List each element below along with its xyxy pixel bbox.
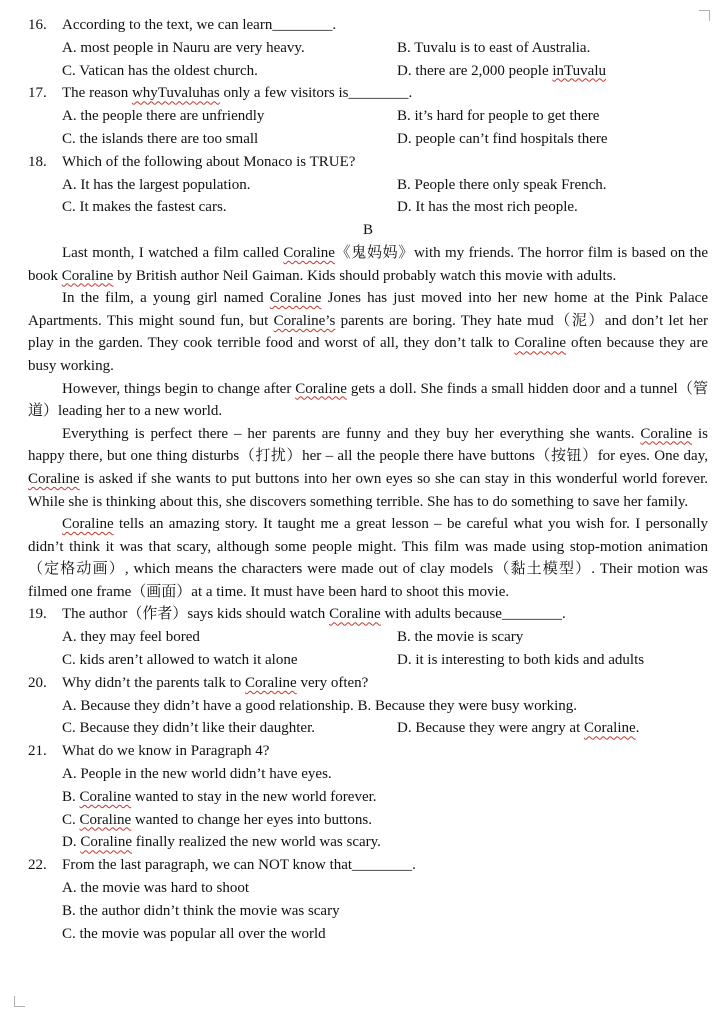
option-c: C. Vatican has the oldest church. <box>62 62 258 79</box>
option-c: C. Because they didn’t like their daughter. <box>62 720 315 737</box>
question-20 <box>28 672 708 695</box>
passage-text: gets a doll. She finds a small hidden door and a tunnel（管道）leading her to a new world. <box>28 380 708 420</box>
question-21 <box>28 740 708 763</box>
spellcheck-word: Coraline <box>269 290 322 307</box>
passage-text: by British author Neil Gaiman. Kids should probably watch this movie with adults. <box>113 267 617 284</box>
punctuation: . <box>332 17 337 33</box>
question-22 <box>28 854 708 877</box>
option-b: B. Because they were busy working. <box>357 697 578 714</box>
option-b: B. People there only speak French. <box>397 176 607 193</box>
question-stem: What do we know in Paragraph 4? <box>62 743 270 760</box>
question-17 <box>28 82 708 105</box>
punctuation: . <box>561 606 566 623</box>
option-a: A. the people there are unfriendly <box>62 108 265 125</box>
passage-text: parents are boring. They hate mud（泥）and don’t let her play in the garden. They cook terrible food and worst of all, they don’t talk to <box>28 312 708 352</box>
question-number: 19. <box>28 606 47 623</box>
options-row <box>28 695 708 718</box>
option-d: D. It has the most rich people. <box>397 199 578 216</box>
options-row <box>28 649 708 672</box>
question-number: 18. <box>28 153 47 170</box>
question-stem: Why didn’t the parents talk to Coraline very often? <box>62 674 369 691</box>
passage-paragraph-4 <box>28 423 708 513</box>
answer-blank: ________ <box>352 857 413 874</box>
option-c: C. kids aren’t allowed to watch it alone <box>62 652 298 669</box>
spellcheck-word: Coraline <box>61 267 114 284</box>
spellcheck-word: Coraline <box>283 244 335 261</box>
passage-paragraph-1 <box>28 242 708 287</box>
answer-blank: ________ <box>348 85 409 102</box>
question-number: 22. <box>28 857 47 874</box>
question-stem: Which of the following about Monaco is TRUE? <box>62 153 356 170</box>
answer-blank: ________ <box>501 606 562 623</box>
option-d: D. Coraline finally realized the new world was scary. <box>62 834 381 851</box>
options-row <box>28 60 708 83</box>
options-row <box>28 105 708 128</box>
option-c: C. Coraline wanted to change her eyes into buttons. <box>62 811 372 828</box>
page-corner-marker <box>14 996 25 1007</box>
passage-paragraph-5 <box>28 513 708 603</box>
passage-text: Jones has just moved into her new home at the Pink Palace Apartments. This might sound fun, but <box>28 290 708 329</box>
passage-text: Last month, I watched a film called <box>62 244 284 261</box>
passage-text: often because they are busy working. <box>28 335 708 374</box>
spellcheck-word: Coraline <box>640 425 693 442</box>
passage-text: is happy there, but one thing disturbs（打扰）her – all the people there have buttons（按钮）for eyes. One day, <box>28 425 708 465</box>
option-b: B. the author didn’t think the movie was scary <box>62 902 340 919</box>
option-b: B. Tuvalu is to east of Australia. <box>397 39 591 56</box>
question-stem: From the last paragraph, we can NOT know that <box>62 857 353 874</box>
question-16 <box>28 14 708 37</box>
option-d: D. there are 2,000 people inTuvalu <box>397 62 606 79</box>
passage-text: 《鬼妈妈》with my friends. The horror film is based on the book <box>28 244 708 284</box>
passage-text: However, things begin to change after <box>62 380 296 397</box>
option-a: A. most people in Nauru are very heavy. <box>62 39 305 56</box>
question-number: 21. <box>28 743 47 760</box>
question-stem: The author（作者）says kids should watch Coraline with adults because <box>62 606 502 623</box>
option-a: A. It has the largest population. <box>62 176 251 193</box>
options-row <box>28 174 708 197</box>
spellcheck-word: Coraline <box>62 516 114 533</box>
option-c: C. the movie was popular all over the world <box>62 925 326 942</box>
section-heading: B <box>362 222 373 239</box>
spellcheck-word: Coraline’s <box>273 312 336 329</box>
passage-text: is asked if she wants to put buttons into her own eyes so she can stay in this wonderful world forever. While she is thinking about this, she discovers something terrible. She has to do something to save her family. <box>28 470 708 510</box>
punctuation: . <box>412 857 416 874</box>
options-row <box>28 717 708 740</box>
question-number: 17. <box>28 85 47 102</box>
option-b: B. it’s hard for people to get there <box>397 108 600 125</box>
options-row <box>28 128 708 151</box>
document-content <box>28 14 708 945</box>
spellcheck-word: Coraline <box>295 380 347 397</box>
punctuation: . <box>408 85 413 102</box>
spellcheck-word: Coraline <box>514 335 567 352</box>
option-d: D. it is interesting to both kids and adults <box>397 652 645 669</box>
options-row <box>28 626 708 649</box>
option-c: C. It makes the fastest cars. <box>62 199 227 216</box>
question-stem: According to the text, we can learn <box>62 17 273 33</box>
question-number: 20. <box>28 674 47 691</box>
passage-paragraph-2 <box>28 287 708 377</box>
option-d: D. people can’t find hospitals there <box>397 130 608 147</box>
answer-blank: ________ <box>272 17 333 33</box>
passage-text: In the film, a young girl named <box>62 290 270 307</box>
option-b: B. Coraline wanted to stay in the new world forever. <box>62 788 377 805</box>
options-row <box>28 37 708 60</box>
question-18 <box>28 151 708 174</box>
option-b: B. the movie is scary <box>397 629 524 646</box>
option-a: A. the movie was hard to shoot <box>62 880 250 897</box>
spellcheck-word: Coraline <box>28 470 80 487</box>
passage-paragraph-3 <box>28 378 708 423</box>
question-stem: The reason whyTuvaluhas only a few visitors is <box>62 85 349 102</box>
option-a: A. People in the new world didn’t have eyes. <box>62 766 332 783</box>
passage-text: tells an amazing story. It taught me a great lesson – be careful what you wish for. I personally didn’t think it was that scary, although some people might. This film was made using stop-motion animation（定格动画）, which means the characters were made out of clay models（黏土模型）. Their motion was filmed one frame（画面）at a time. It must have been hard to shoot this movie. <box>28 516 708 600</box>
passage-text: Everything is perfect there – her parents are funny and they buy her everything she wants. <box>62 425 641 442</box>
option-c: C. the islands there are too small <box>62 130 259 147</box>
question-19 <box>28 603 708 626</box>
option-a: A. they may feel bored <box>62 629 200 646</box>
option-d: D. Because they were angry at Coraline. <box>397 720 640 737</box>
option-a: A. Because they didn’t have a good relationship. <box>62 697 354 714</box>
question-number: 16. <box>28 17 47 33</box>
options-row <box>28 196 708 219</box>
